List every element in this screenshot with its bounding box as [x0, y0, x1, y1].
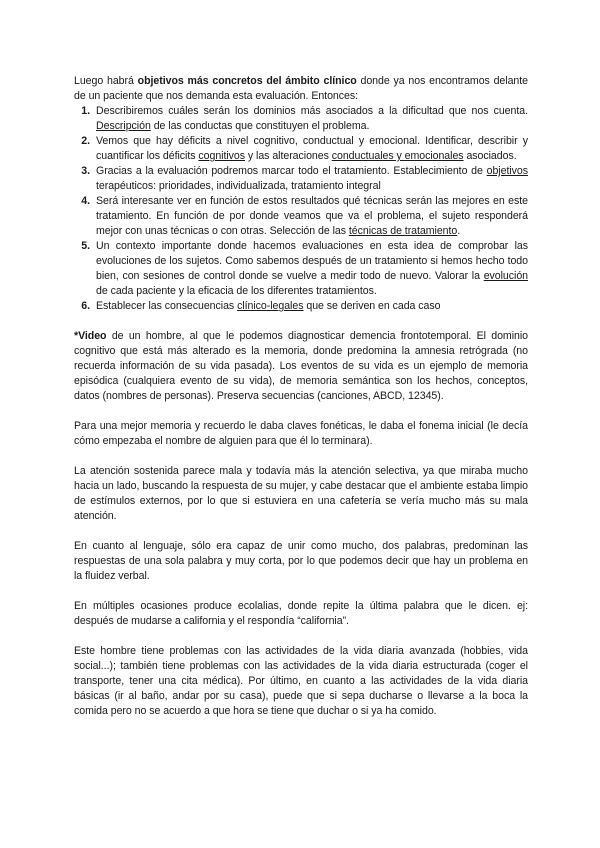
objectives-list: [74, 104, 528, 314]
underlined-term: evolución: [483, 270, 528, 282]
list-item: [74, 164, 528, 194]
list-number: 5.: [81, 240, 90, 252]
list-number: 4.: [81, 195, 90, 207]
intro-pre: Luego habrá: [74, 75, 138, 87]
underlined-term: conductuales y emocionales: [331, 150, 464, 162]
list-text: y las alteraciones: [245, 150, 332, 162]
list-number: 3.: [81, 165, 90, 177]
paragraph-attention: La atención sostenida parece mala y todavía más la atención selectiva, ya que miraba mucho hacia un lado, buscando la respuesta de su mujer, y cabe destacar que el ambiente estaba limpio de estímulos externos, por lo que si estuviera en una cafetería se vería mucho más su mala atención.: [74, 465, 528, 522]
underlined-term: técnicas de tratamiento: [348, 225, 458, 237]
list-text: que se deriven en cada caso: [303, 300, 441, 312]
paragraph-daily-activities: Este hombre tiene problemas con las actividades de la vida diaria avanzada (hobbies, vida social...); también tiene problemas con las actividades de la vida diaria estructurada (coger el transporte, tener una cita médica). Por último, en cuanto a las actividades de la vida diaria básicas (ir al baño, andar por su casa), puede que si sepa ducharse o llevarse a la boca la comida pero no se acuerdo a que hora se tiene que duchar o si ya ha comido.: [74, 645, 528, 717]
list-item: [74, 104, 528, 134]
video-text: de un hombre, al que le podemos diagnosticar demencia frontotemporal. El dominio cognitivo que está más alterado es la memoria, donde predomina la amnesia retrógrada (no recuerda información de su vida pasada). Los eventos de su vida es un ejemplo de memoria episódica (cualquiera evento de su vida), de memoria semántica son los hechos, conceptos, datos (nombres de personas). Preserva secuencias (canciones, ABCD, 12345).: [74, 330, 528, 402]
underlined-term: cognitivos: [198, 150, 245, 162]
underlined-term: Descripción: [96, 120, 151, 132]
paragraph-language: En cuanto al lenguaje, sólo era capaz de unir como mucho, dos palabras, predominan las respuestas de una sola palabra y muy corta, por lo que podemos decir que hay un problema en la fluidez verbal.: [74, 540, 528, 582]
list-text: de cada paciente y la eficacia de los diferentes tratamientos.: [96, 285, 377, 297]
list-text: terapéuticos: prioridades, individualizada, tratamiento integral: [96, 180, 381, 192]
list-text: de las conductas que constituyen el problema.: [150, 120, 370, 132]
list-text: Vemos que hay déficits a nivel cognitivo, conductual y emocional. Identificar, describir y cuantificar los déficits: [96, 135, 528, 162]
list-item: [74, 239, 528, 299]
video-bold: *Video: [74, 330, 107, 342]
list-text: asociados.: [463, 150, 517, 162]
list-text: Un contexto importante donde hacemos evaluaciones en esta idea de comprobar las evoluciones de los sujetos. Como sabemos después de un tratamiento si hemos hecho todo bien, con sesiones de control donde se vuelve a medir todo de nuevo. Valorar la: [96, 240, 528, 282]
document-page: [74, 74, 528, 719]
list-item: [74, 194, 528, 239]
video-paragraph: [74, 329, 528, 404]
list-text: Establecer las consecuencias: [96, 300, 238, 312]
list-item: [74, 299, 528, 314]
list-text: Será interesante ver en función de estos resultados qué técnicas serán las mejores en este tratamiento. En función de por donde veamos que va el problema, el sujeto responderá mejor con unas técnicas o con otras. Selección de las: [96, 195, 528, 237]
underlined-term: objetivos: [486, 165, 528, 177]
intro-bold: objetivos más concretos del ámbito clínico: [137, 75, 357, 87]
list-text: Gracias a la evaluación podremos marcar todo el tratamiento. Establecimiento de: [96, 165, 487, 177]
list-text: Describiremos cuáles serán los dominios más asociados a la dificultad que nos cuenta.: [96, 105, 528, 117]
list-number: 1.: [81, 105, 90, 117]
intro-post: donde ya nos encontramos delante de un paciente que nos demanda esta evaluación. Entonces:: [74, 75, 528, 102]
paragraph-memory-cues: Para una mejor memoria y recuerdo le daba claves fonéticas, le daba el fonema inicial (le decía cómo empezaba el nombre de alguien para que él lo terminara).: [74, 420, 528, 447]
intro-paragraph: [74, 74, 528, 104]
list-number: 6.: [81, 300, 90, 312]
paragraph-echolalia: En múltiples ocasiones produce ecolalias, donde repite la última palabra que le dicen. ej: después de mudarse a california y el respondía “california”.: [74, 600, 528, 627]
underlined-term: clínico-legales: [237, 300, 304, 312]
list-item: [74, 134, 528, 164]
list-text: .: [457, 225, 461, 237]
list-number: 2.: [81, 135, 90, 147]
